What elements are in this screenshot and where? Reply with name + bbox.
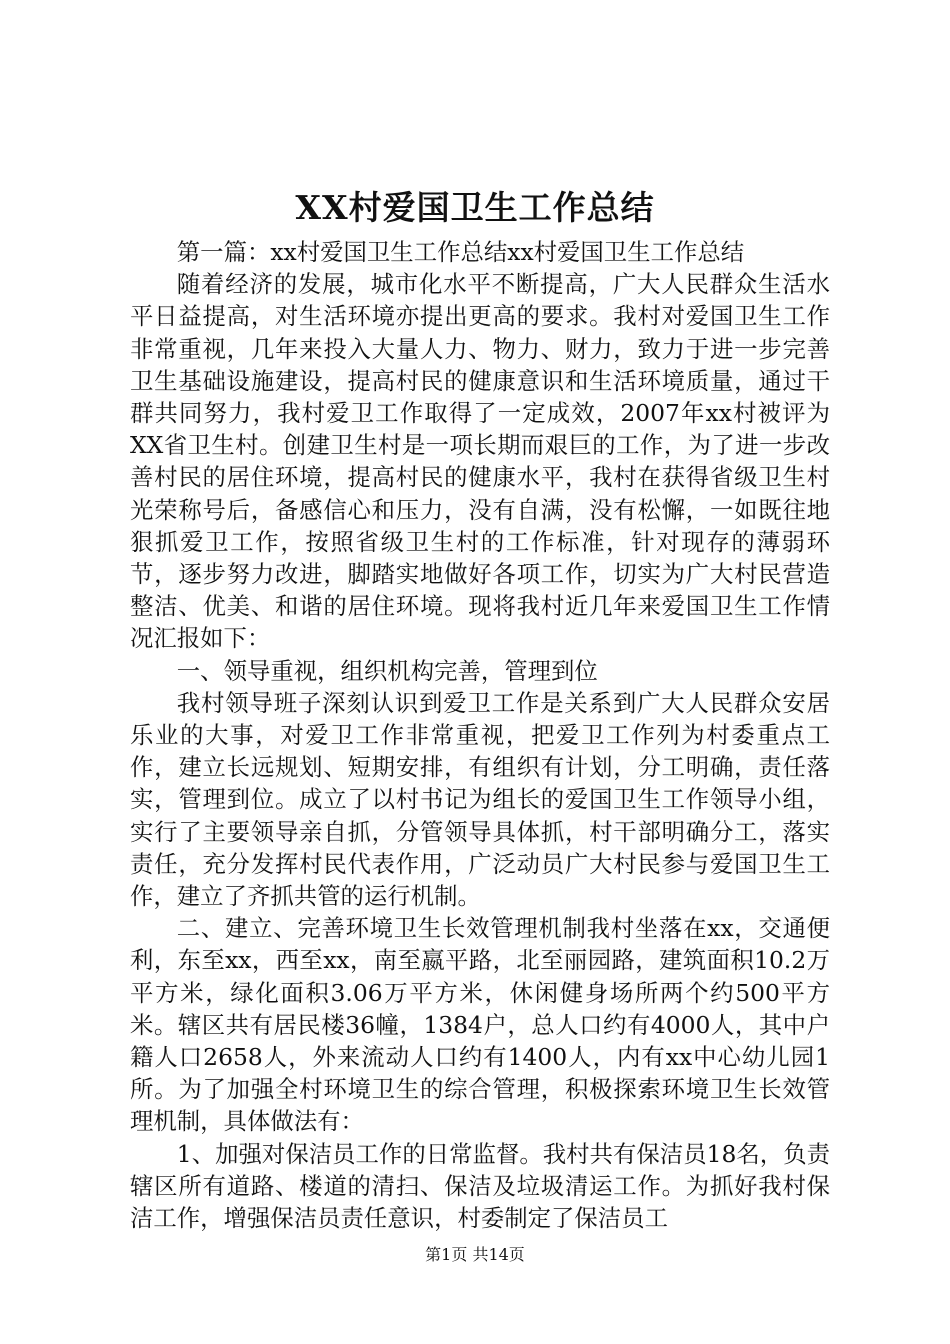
paragraph-section-2: 二、建立、完善环境卫生长效管理机制我村坐落在xx，交通便利，东至xx，西至xx，南至嬴平路，北至丽园路，建筑面积10.2万平方米，绿化面积3.06万平方米，休闲健身场所两个约500平方米。辖区共有居民楼36幢，1384户，总人口约有4000人，其中户籍人口2658人，外来流动人口约有1400人，内有xx中心幼儿园1所。为了加强全村环境卫生的综合管理，积极探索环境卫生长效管理机制，具体做法有： [130,914,830,1136]
paragraph-intro: 随着经济的发展，城市化水平不断提高，广大人民群众生活水平日益提高，对生活环境亦提出更高的要求。我村对爱国卫生工作非常重视，几年来投入大量人力、物力、财力，致力于进一步完善卫生基础设施建设，提高村民的健康意识和生活环境质量，通过干群共同努力，我村爱卫工作取得了一定成效，2007年xx村被评为XX省卫生村。创建卫生村是一项长期而艰巨的工作，为了进一步改善村民的居住环境，提高村民的健康水平，我村在获得省级卫生村光荣称号后，备感信心和压力，没有自满，没有松懈，一如既往地狠抓爱卫工作，按照省级卫生村的工作标准，针对现存的薄弱环节，逐步努力改进，脚踏实地做好各项工作，切实为广大村民营造整洁、优美、和谐的居住环境。现将我村近几年来爱国卫生工作情况汇报如下： [130,270,830,653]
document-title: XX村爱国卫生工作总结 [295,188,655,227]
document-body [130,236,830,1234]
paragraph-section-1: 我村领导班子深刻认识到爱卫工作是关系到广大人民群众安居乐业的大事，对爱卫工作非常重视，把爱卫工作列为村委重点工作，建立长远规划、短期安排，有组织有计划，分工明确，责任落实，管理到位。成立了以村书记为组长的爱国卫生工作领导小组，实行了主要领导亲自抓，分管领导具体抓，村干部明确分工，落实责任，充分发挥村民代表作用，广泛动员广大村民参与爱国卫生工作，建立了齐抓共管的运行机制。 [130,688,830,911]
section-heading-1: 一、领导重视，组织机构完善，管理到位 [176,656,598,685]
paragraph-item-1: 1、加强对保洁员工作的日常监督。我村共有保洁员18名，负责辖区所有道路、楼道的清扫、保洁及垃圾清运工作。为抓好我村保洁工作，增强保洁员责任意识，村委制定了保洁员工 [130,1139,830,1233]
paragraph-heading-first: 第一篇：xx村爱国卫生工作总结xx村爱国卫生工作总结 [176,238,745,266]
page-footer: 第1页 共14页 [425,1245,525,1264]
